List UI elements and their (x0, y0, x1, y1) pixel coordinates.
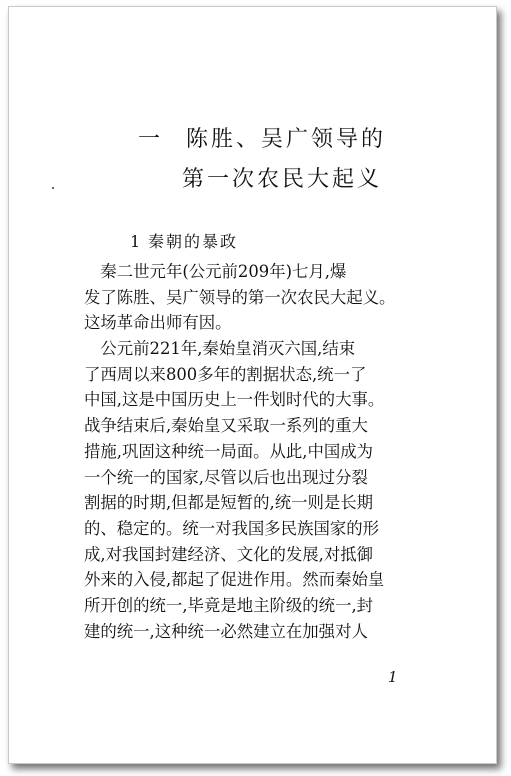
body-line: 这场革命出师有因。 (84, 313, 232, 333)
chapter-number: 一 (138, 127, 164, 152)
body-line: 所开创的统一,毕竟是地主阶级的统一,封 (84, 595, 374, 615)
body-line: 一个统一的国家,尽管以后也出现过分裂 (84, 467, 368, 487)
body-line: 公元前221年,秦始皇消灭六国,结束 (84, 339, 356, 359)
chapter-title-line-2: 第一次农民大起义 (182, 167, 383, 192)
chapter-title-line-1: 陈胜、吴广领导的 (186, 127, 387, 152)
body-line: 中国,这是中国历史上一件划时代的大事。 (84, 390, 385, 410)
section-number: 1 (130, 232, 143, 251)
body-line: 了西周以来800多年的割据状态,统一了 (84, 364, 367, 384)
body-text (84, 259, 430, 644)
body-line: 措施,巩固这种统一局面。从此,中国成为 (84, 441, 374, 461)
body-line: 建的统一,这种统一必然建立在加强对人 (84, 621, 368, 641)
section-title: 秦朝的暴政 (148, 232, 239, 251)
body-line: 成,对我国封建经济、文化的发展,对抵御 (84, 544, 374, 564)
page-number: 1 (388, 668, 398, 686)
body-line: 的、稳定的。统一对我国多民族国家的形 (84, 518, 380, 538)
section-heading (130, 229, 238, 252)
print-speck (52, 187, 54, 189)
body-line: 战争结束后,秦始皇又采取一系列的重大 (84, 416, 368, 436)
body-line: 割据的时期,但都是短暂的,统一则是长期 (84, 493, 374, 513)
body-line: 发了陈胜、吴广领导的第一次农民大起义。 (84, 287, 396, 307)
chapter-title (138, 122, 386, 198)
body-line: 秦二世元年(公元前209年)七月,爆 (84, 262, 347, 281)
body-line: 外来的入侵,都起了促进作用。然而秦始皇 (84, 570, 385, 590)
chapter-title-row-1 (138, 122, 386, 158)
